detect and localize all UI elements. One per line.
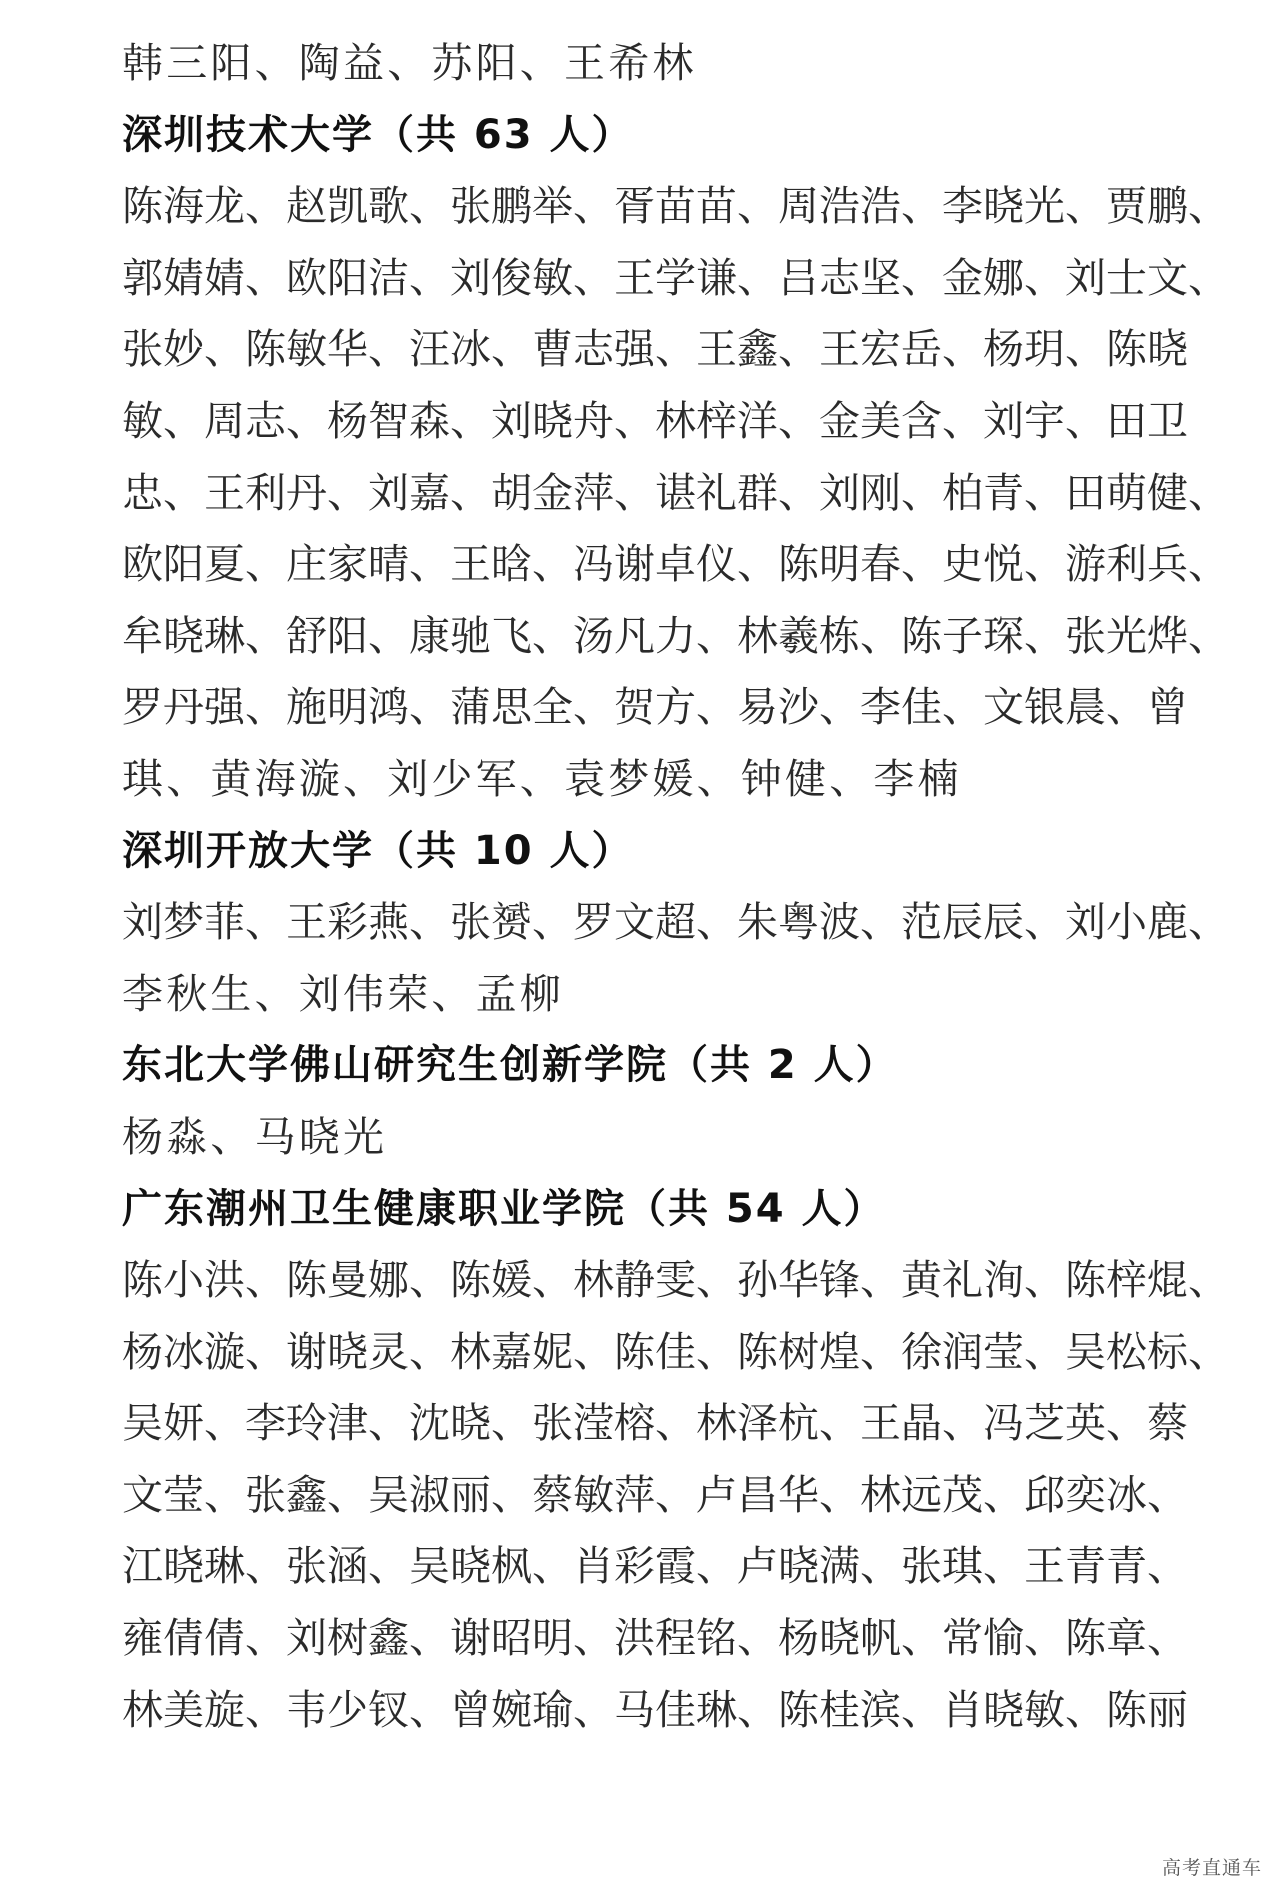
list-item: 韩三阳、陶益、苏阳、王希林 — [122, 39, 697, 87]
list-item: 林美旋、韦少钗、曾婉瑜、马佳琳、陈桂滨、肖晓敏、陈丽 — [122, 1685, 1188, 1734]
list-item: 杨冰漩、谢晓灵、林嘉妮、陈佳、陈树煌、徐润莹、吴松标、 — [122, 1327, 1229, 1376]
list-item: 雍倩倩、刘树鑫、谢昭明、洪程铭、杨晓帆、常愉、陈章、 — [122, 1614, 1188, 1663]
list-item: 江晓琳、张涵、吴晓枫、肖彩霞、卢晓满、张琪、王青青、 — [122, 1542, 1188, 1591]
list-item: 文莹、张鑫、吴淑丽、蔡敏萍、卢昌华、林远茂、邱奕冰、 — [122, 1470, 1188, 1519]
list-item: 牟晓琳、舒阳、康驰飞、汤凡力、林羲栋、陈子琛、张光烨、 — [122, 611, 1229, 660]
list-item: 吴妍、李玲津、沈晓、张滢榕、林泽杭、王晶、冯芝英、蔡 — [122, 1399, 1188, 1448]
list-item: 敏、周志、杨智森、刘晓舟、林梓洋、金美含、刘宇、田卫 — [122, 396, 1188, 445]
list-item: 杨淼、马晓光 — [122, 1112, 388, 1161]
list-item: 忠、王利丹、刘嘉、胡金萍、谌礼群、刘刚、柏青、田萌健、 — [122, 468, 1229, 517]
section-heading: 深圳开放大学（共 10 人） — [122, 827, 634, 874]
section-heading: 广东潮州卫生健康职业学院（共 54 人） — [122, 1185, 886, 1232]
list-item: 罗丹强、施明鸿、蒲思全、贺方、易沙、李佳、文银晨、曾 — [122, 683, 1188, 732]
section-heading: 东北大学佛山研究生创新学院（共 2 人） — [122, 1042, 898, 1089]
list-item: 刘梦菲、王彩燕、张赟、罗文超、朱粤波、范辰辰、刘小鹿、 — [122, 898, 1229, 947]
list-item: 琪、黄海漩、刘少军、袁梦媛、钟健、李楠 — [122, 754, 962, 803]
document-page — [122, 28, 1229, 1746]
list-item: 张妙、陈敏华、汪冰、曹志强、王鑫、王宏岳、杨玥、陈晓 — [122, 325, 1188, 374]
list-item: 陈海龙、赵凯歌、张鹏举、胥苗苗、周浩浩、李晓光、贾鹏、 — [122, 182, 1229, 231]
list-item: 陈小洪、陈曼娜、陈媛、林静雯、孙华锋、黄礼洵、陈梓焜、 — [122, 1256, 1229, 1305]
list-item: 郭婧婧、欧阳洁、刘俊敏、王学谦、吕志坚、金娜、刘士文、 — [122, 253, 1229, 302]
section-heading: 深圳技术大学（共 63 人） — [122, 111, 634, 158]
list-item: 欧阳夏、庄家晴、王晗、冯谢卓仪、陈明春、史悦、游利兵、 — [122, 540, 1229, 589]
list-item: 李秋生、刘伟荣、孟柳 — [122, 969, 564, 1018]
watermark-text: 高考直通车 — [1161, 1857, 1262, 1879]
